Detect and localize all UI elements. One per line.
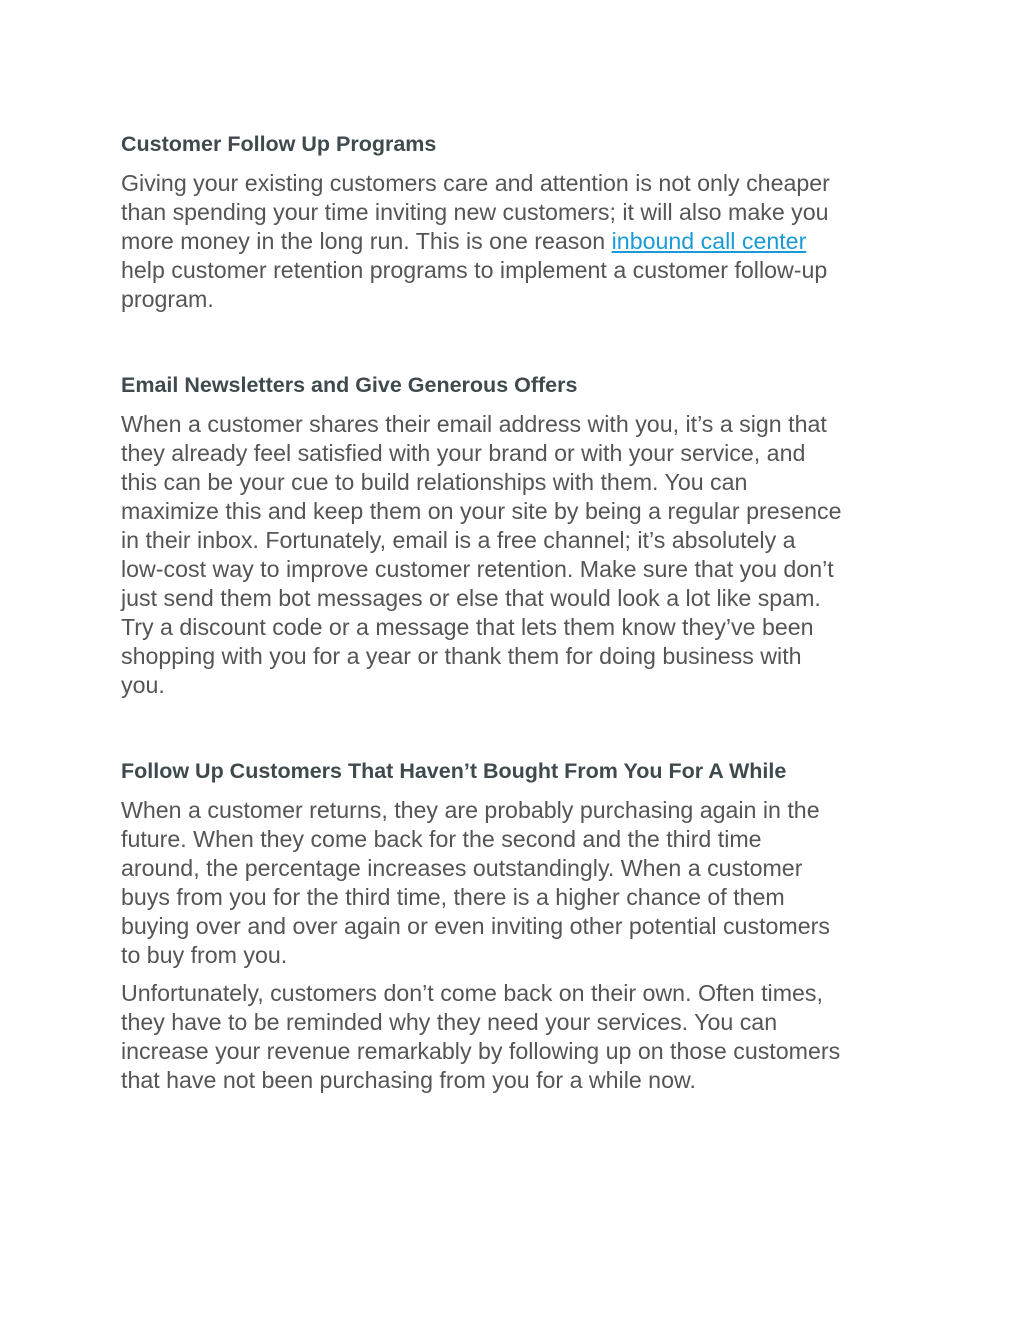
paragraph xyxy=(121,979,921,1095)
section-customer-follow-up xyxy=(121,128,921,314)
text-line: Try a discount code or a message that lets them know they’ve been xyxy=(121,614,814,640)
section-follow-up-lapsed-customers xyxy=(121,755,921,1095)
text-line: shopping with you for a year or thank them for doing business with xyxy=(121,643,802,669)
text-line: Giving your existing customers care and attention is not only cheaper xyxy=(121,170,830,196)
text-line: When a customer shares their email address with you, it’s a sign that xyxy=(121,411,827,437)
text-line: buying over and over again or even inviting other potential customers xyxy=(121,913,830,939)
text-line: just send them bot messages or else that would look a lot like spam. xyxy=(121,585,821,611)
text-line: they have to be reminded why they need your services. You can xyxy=(121,1009,778,1035)
text-line: future. When they come back for the second and the third time xyxy=(121,826,762,852)
text-line: you. xyxy=(121,672,165,698)
text-line: increase your revenue remarkably by following up on those customers xyxy=(121,1038,841,1064)
text-line: maximize this and keep them on your site by being a regular presence xyxy=(121,498,842,524)
section-heading: Email Newsletters and Give Generous Offers xyxy=(121,373,578,397)
section-heading: Follow Up Customers That Haven’t Bought From You For A While xyxy=(121,759,787,783)
paragraph xyxy=(121,796,921,970)
section-email-newsletters xyxy=(121,369,921,700)
paragraph xyxy=(121,169,921,314)
text-before-link: more money in the long run. This is one reason xyxy=(121,228,612,254)
text-line: Unfortunately, customers don’t come back on their own. Often times, xyxy=(121,980,823,1006)
text-line: around, the percentage increases outstandingly. When a customer xyxy=(121,855,803,881)
text-line: that have not been purchasing from you for a while now. xyxy=(121,1067,696,1093)
text-line: When a customer returns, they are probably purchasing again in the xyxy=(121,797,820,823)
document-page xyxy=(121,128,921,1104)
text-line: buys from you for the third time, there is a higher chance of them xyxy=(121,884,785,910)
text-line: to buy from you. xyxy=(121,942,288,968)
text-line: in their inbox. Fortunately, email is a free channel; it’s absolutely a xyxy=(121,527,796,553)
text-line: than spending your time inviting new customers; it will also make you xyxy=(121,199,829,225)
text-line: low-cost way to improve customer retention. Make sure that you don’t xyxy=(121,556,834,582)
text-line: program. xyxy=(121,286,214,312)
section-heading: Customer Follow Up Programs xyxy=(121,132,437,156)
inbound-call-center-link[interactable]: inbound call center xyxy=(611,228,807,254)
text-line: this can be your cue to build relationships with them. You can xyxy=(121,469,748,495)
text-line-with-link xyxy=(121,227,921,256)
paragraph xyxy=(121,410,921,700)
text-line: help customer retention programs to implement a customer follow-up xyxy=(121,257,828,283)
text-line: they already feel satisfied with your brand or with your service, and xyxy=(121,440,806,466)
